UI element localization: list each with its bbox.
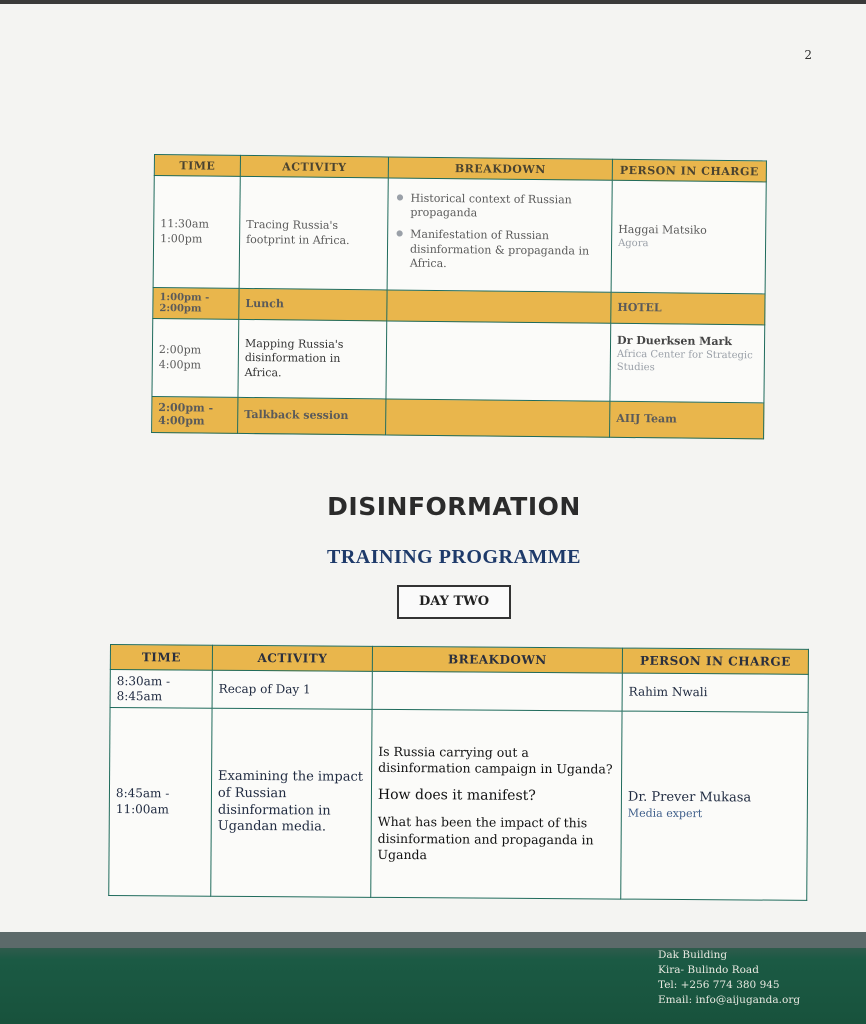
table-row bbox=[110, 670, 808, 713]
activity-cell: Talkback session bbox=[238, 397, 386, 435]
breakdown-item: ● Manifestation of Russian disinformation & propaganda in Africa. bbox=[410, 228, 605, 273]
person-org: Africa Center for Strategic Studies bbox=[616, 349, 753, 374]
time-cell: 8:30am - 8:45am bbox=[110, 670, 212, 709]
table-row bbox=[152, 396, 764, 438]
header-activity: ACTIVITY bbox=[240, 155, 388, 178]
person-cell bbox=[621, 711, 808, 900]
header-time: TIME bbox=[154, 155, 240, 177]
table-row bbox=[152, 318, 765, 402]
activity-cell: Examining the impact of Russian disinformation in Ugandan media. bbox=[211, 708, 372, 897]
contact-building: Dak Building bbox=[658, 949, 728, 961]
page-title: DISINFORMATION bbox=[327, 492, 581, 521]
person-cell: Rahim Nwali bbox=[622, 673, 808, 712]
person-cell: HOTEL bbox=[611, 292, 765, 325]
activity-cell: Recap of Day 1 bbox=[212, 670, 372, 709]
person-cell: AIIJ Team bbox=[610, 401, 764, 439]
person-name: Dr. Prever Mukasa bbox=[627, 789, 752, 806]
contact-block bbox=[658, 948, 800, 1008]
breakdown-item: ● Historical context of Russian propaganda bbox=[410, 191, 605, 222]
breakdown-cell bbox=[387, 290, 611, 323]
footer-stripe bbox=[0, 932, 866, 948]
breakdown-cell bbox=[372, 671, 622, 711]
activity-cell: Mapping Russia's disinformation in Africa. bbox=[238, 319, 387, 399]
person-org: Agora bbox=[618, 238, 649, 250]
time-cell: 11:30am 1:00pm bbox=[153, 176, 240, 289]
breakdown-cell bbox=[386, 321, 611, 401]
activity-cell: Lunch bbox=[239, 288, 387, 321]
header-person: PERSON IN CHARGE bbox=[622, 648, 808, 674]
person-cell bbox=[611, 180, 766, 294]
breakdown-item: What has been the impact of this disinformation and propaganda in Uganda bbox=[377, 814, 594, 863]
contact-email: Email: info@aijuganda.org bbox=[658, 994, 801, 1006]
breakdown-cell bbox=[387, 178, 612, 292]
time-cell: 2:00pm - 4:00pm bbox=[152, 396, 238, 433]
breakdown-item: How does it manifest? bbox=[377, 787, 536, 805]
top-edge-bar bbox=[0, 0, 866, 4]
day-label-box: DAY TWO bbox=[397, 585, 511, 619]
person-name: Dr Duerksen Mark bbox=[617, 333, 732, 349]
contact-tel: Tel: +256 774 380 945 bbox=[658, 979, 780, 991]
header-time: TIME bbox=[110, 645, 212, 671]
page-subtitle: TRAINING PROGRAMME bbox=[327, 546, 581, 568]
day-one-schedule-table bbox=[151, 154, 767, 439]
table-row bbox=[153, 176, 766, 294]
header-activity: ACTIVITY bbox=[212, 645, 372, 671]
header-breakdown: BREAKDOWN bbox=[388, 157, 612, 180]
day-two-schedule-table bbox=[108, 644, 809, 901]
person-cell bbox=[610, 323, 765, 403]
table-row bbox=[109, 708, 808, 901]
time-cell: 1:00pm - 2:00pm bbox=[153, 287, 239, 319]
breakdown-cell bbox=[371, 709, 622, 899]
time-cell: 2:00pm 4:00pm bbox=[152, 318, 239, 397]
breakdown-cell bbox=[386, 399, 610, 437]
time-cell: 8:45am - 11:00am bbox=[109, 708, 212, 897]
breakdown-item: Is Russia carrying out a disinformation campaign in Uganda? bbox=[378, 743, 613, 777]
contact-road: Kira- Bulindo Road bbox=[658, 964, 759, 976]
activity-cell: Tracing Russia's footprint in Africa. bbox=[239, 176, 388, 290]
person-name: Haggai Matsiko bbox=[618, 222, 707, 237]
person-org: Media expert bbox=[627, 806, 703, 820]
page-number: 2 bbox=[804, 48, 812, 62]
header-person: PERSON IN CHARGE bbox=[612, 159, 766, 182]
header-breakdown: BREAKDOWN bbox=[372, 646, 622, 673]
